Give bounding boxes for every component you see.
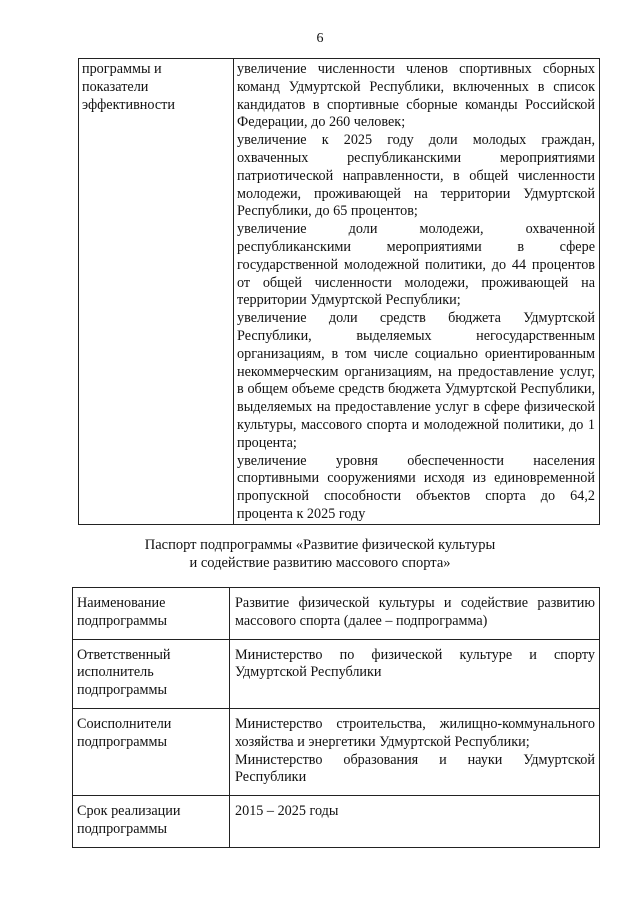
row-label (79, 59, 234, 525)
row-value (234, 59, 600, 525)
row-value-text: Министерство образования и науки Удмуртской Республики (235, 751, 595, 786)
indicator-item: увеличение уровня обеспеченности населения спортивными сооружениями исходя из единовременной пропускной способности объектов спорта до 64,2 процента к 2025 году (237, 452, 595, 522)
row-value (230, 708, 600, 795)
row-label (73, 708, 230, 795)
heading-line: Паспорт подпрограммы «Развитие физической культуры (144, 537, 496, 553)
row-label-text: Ответственный исполнитель подпрограммы (77, 646, 171, 699)
subprogram-passport-heading (0, 536, 640, 572)
table-row (73, 796, 600, 848)
indicator-item: увеличение доли молодежи, охваченной республиканскими мероприятиями в сфере государственной молодежной политики, до 44 процентов от общей численности молодежи, проживающей на территории Удмуртской Республики; (237, 221, 595, 309)
indicator-item: увеличение к 2025 году доли молодых граждан, охваченных республиканскими мероприятиями патриотической направленности, в общей численности молодежи, проживающей на территории Удмуртской Республики, до 65 процентов; (237, 132, 595, 220)
row-label-text: Соисполнители подпрограммы (77, 715, 172, 750)
table-row (73, 708, 600, 795)
table-row (73, 639, 600, 708)
row-label (73, 796, 230, 848)
row-label-text: Срок реализации подпрограммы (77, 803, 181, 837)
row-label (73, 639, 230, 708)
row-value (230, 796, 600, 848)
indicators-table (78, 58, 600, 525)
table-row (73, 588, 600, 640)
heading-line: и содействие развитию массового спорта» (189, 555, 451, 571)
indicator-item: увеличение численности членов спортивных сборных команд Удмуртской Республики, включенных в список кандидатов в спортивные сборные команды Российской Федерации, до 260 человек; (237, 61, 595, 131)
row-value (230, 639, 600, 708)
page-number: 6 (316, 31, 324, 46)
row-label: Наименование подпрограммы (73, 588, 230, 640)
row-value-text: 2015 – 2025 годы (235, 803, 339, 820)
row-value-text: Министерство по физической культуре и спорту Удмуртской Республики (235, 646, 595, 681)
indicator-item: увеличение доли средств бюджета Удмуртской Республики, выделяемых негосударственным организациям, в том числе социально ориентированным некоммерческим организациям, на предоставление услуг, в общем объеме средств бюджета Удмуртской Республики, выделяемых на предоставление услуг в сфере физической культуры, массового спорта и молодежной политики, до 1 процента; (237, 310, 595, 451)
passport-table (72, 587, 600, 848)
row-value (230, 588, 600, 640)
row-value-text: Министерство строительства, жилищно-коммунального хозяйства и энергетики Удмуртской Республики; (235, 715, 595, 750)
row-label-text: программы и показатели эффективности (82, 61, 175, 113)
row-value-text: Развитие физической культуры и содействие развитию массового спорта (далее – подпрограмма) (235, 595, 595, 629)
table-row (79, 59, 600, 525)
